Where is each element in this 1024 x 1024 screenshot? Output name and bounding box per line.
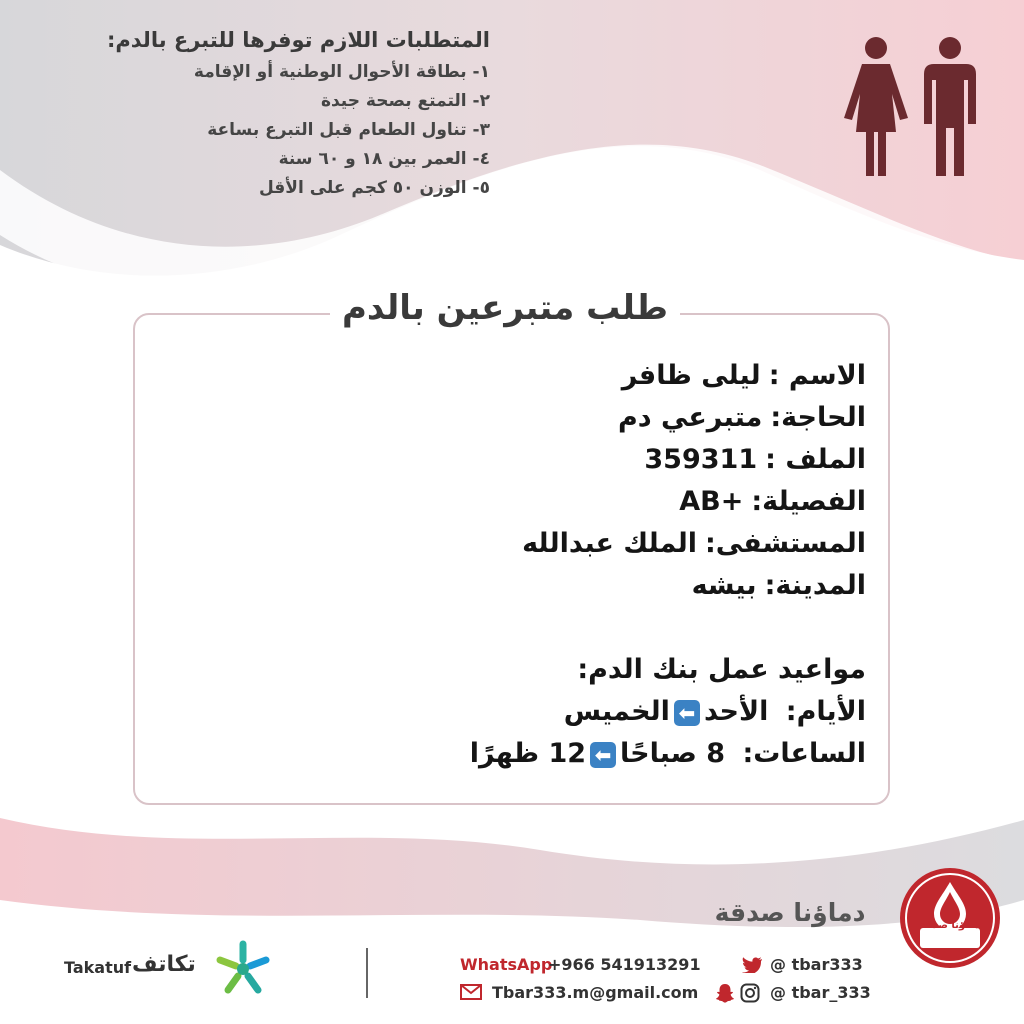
file-label: الملف : <box>765 444 866 475</box>
instagram-handle[interactable]: @ tbar_333 <box>770 983 871 1002</box>
name-row <box>226 355 866 397</box>
need-row <box>226 397 866 439</box>
hours-from: 8 صباحًا <box>620 738 726 769</box>
twitter-icon <box>742 957 762 973</box>
hospital-label: المستشفى: <box>704 528 866 559</box>
hospital-row <box>226 523 866 565</box>
blood-drop-logo-icon <box>898 866 1002 970</box>
hospital-value: الملك عبدالله <box>522 528 697 559</box>
requirement-item: ٢- التمتع بصحة جيدة <box>320 91 490 111</box>
requirement-item: ٣- تناول الطعام قبل التبرع بساعة <box>207 120 490 140</box>
requirement-item: ١- بطاقة الأحوال الوطنية أو الإقامة <box>193 62 490 82</box>
footer-divider <box>366 948 368 998</box>
snapchat-icon <box>716 983 734 1003</box>
left-arrow-icon: ⬅ <box>590 742 616 768</box>
need-value: متبرعي دم <box>618 402 763 433</box>
schedule-title: مواعيد عمل بنك الدم: <box>577 654 866 685</box>
donor-info <box>226 355 866 775</box>
left-arrow-icon: ⬅ <box>674 700 700 726</box>
days-label: الأيام: <box>785 696 866 727</box>
need-label: الحاجة: <box>770 402 866 433</box>
name-value: ليلى ظافر <box>621 360 761 391</box>
hours-to: 12 ظهرًا <box>469 738 587 769</box>
instagram-icon <box>740 983 760 1003</box>
email-address[interactable]: Tbar333.m@gmail.com <box>492 983 699 1002</box>
requirement-item: ٥- الوزن ٥٠ كجم على الأقل <box>259 178 490 198</box>
requirement-item: ٤- العمر بين ١٨ و ٦٠ سنة <box>278 149 490 169</box>
blood-type-row <box>226 481 866 523</box>
logo-text: دماؤنا صدقة <box>919 920 981 931</box>
takatuf-arabic: تكاتف <box>132 952 196 977</box>
requirements-section <box>107 28 490 207</box>
name-label: الاسم : <box>768 360 866 391</box>
hours-label: الساعات: <box>742 738 866 769</box>
hours-row <box>226 733 866 775</box>
file-value: 359311 <box>644 444 758 475</box>
male-female-icon <box>838 36 988 178</box>
days-row <box>226 691 866 733</box>
mail-icon <box>460 984 482 1000</box>
file-row <box>226 439 866 481</box>
city-row <box>226 565 866 607</box>
whatsapp-number[interactable]: +966 541913291 <box>548 955 701 974</box>
takatuf-logo-icon <box>210 938 276 998</box>
blood-type-value: AB+ <box>679 486 744 517</box>
days-to: الخميس <box>563 696 670 727</box>
city-value: بيشه <box>691 570 757 601</box>
city-label: المدينة: <box>764 570 866 601</box>
takatuf-english: Takatuf <box>64 958 132 977</box>
blood-type-label: الفصيلة: <box>751 486 866 517</box>
whatsapp-label: WhatsApp <box>460 955 553 974</box>
days-from: الأحد <box>703 696 769 727</box>
slogan: دماؤنا صدقة <box>714 898 866 927</box>
requirements-title: المتطلبات اللازم توفرها للتبرع بالدم: <box>107 28 490 52</box>
twitter-handle[interactable]: @ tbar333 <box>770 955 863 974</box>
card-title: طلب متبرعين بالدم <box>330 283 680 333</box>
